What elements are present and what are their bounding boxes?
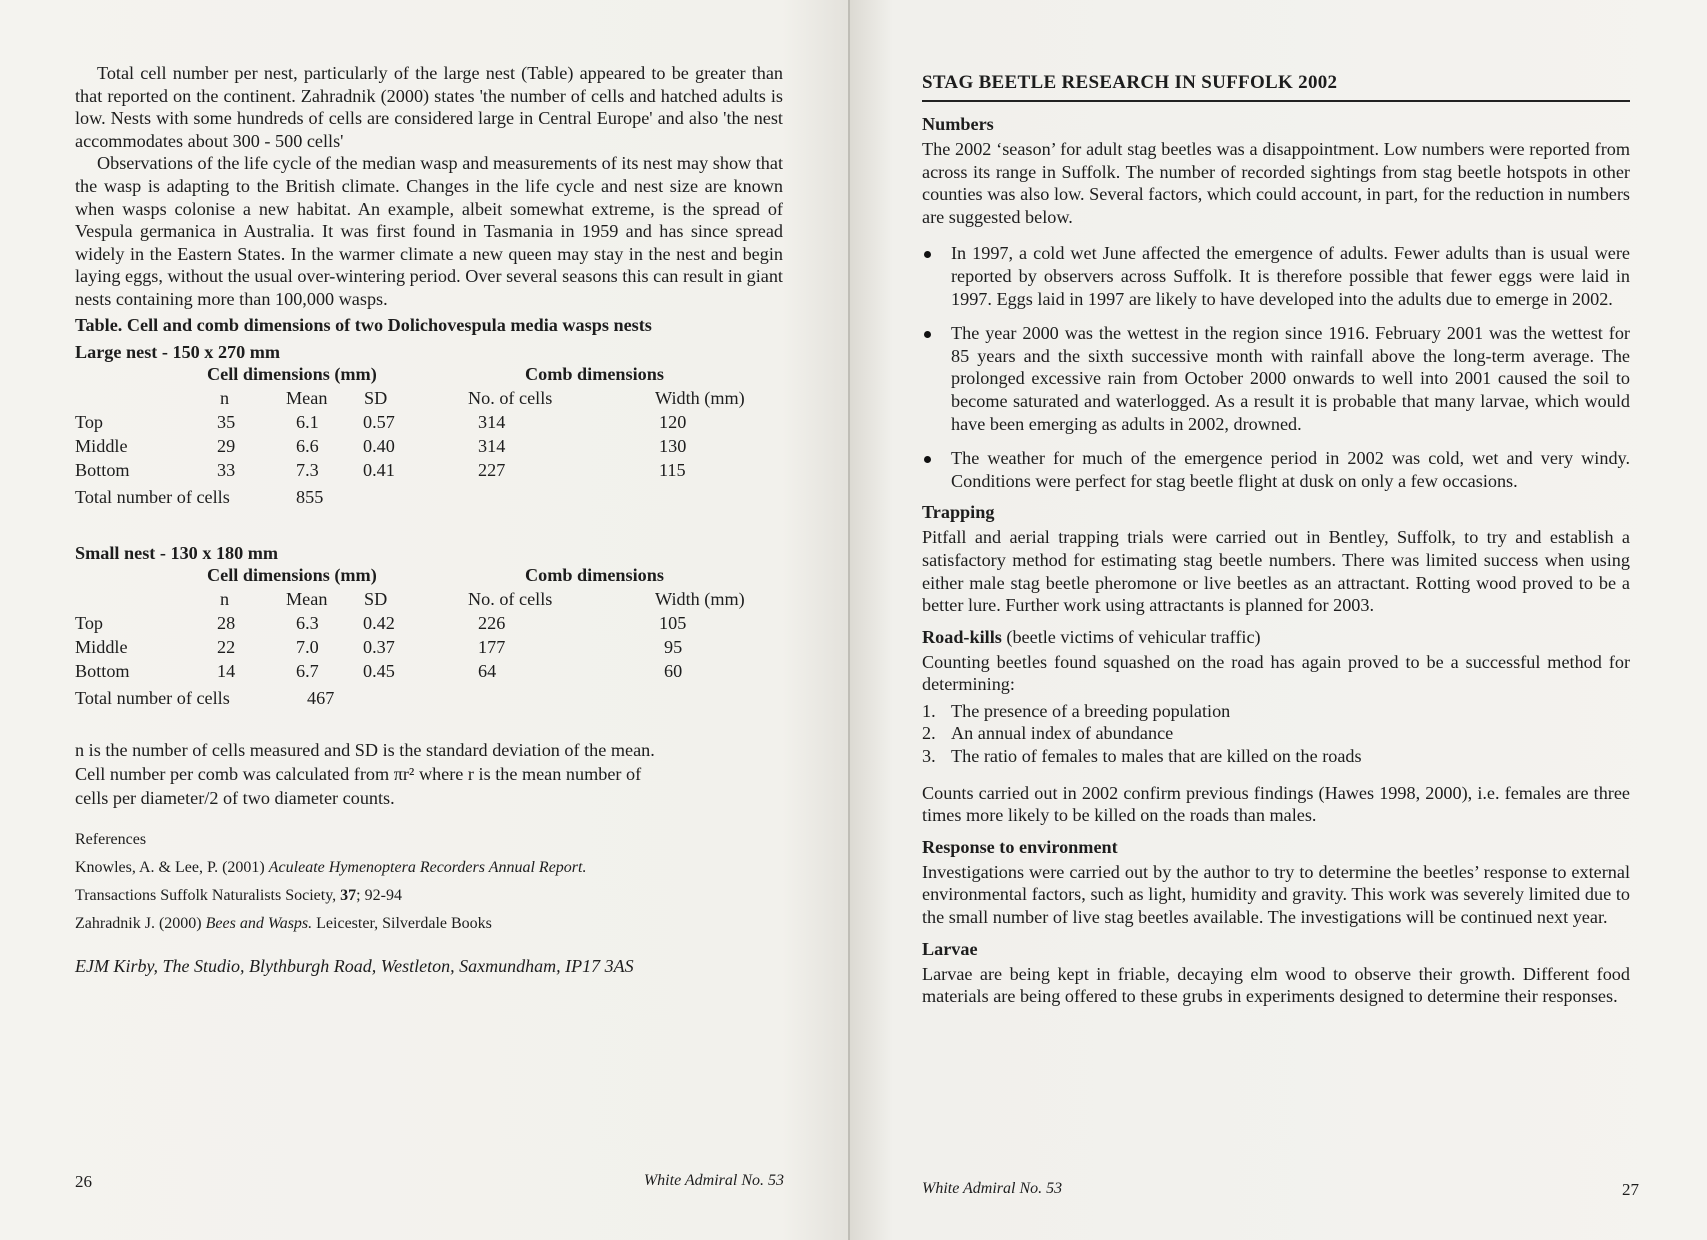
table-caption: Table. Cell and comb dimensions of two Dolichovespula media wasps nests <box>75 314 652 335</box>
col-no-of-cells: No. of cells <box>468 588 553 609</box>
reference-volume: 37 <box>340 886 357 904</box>
list-item <box>922 322 1630 435</box>
reference-title: Aculeate Hymenoptera Recorders Annual Report. <box>268 858 587 876</box>
value-cells: 64 <box>478 660 497 681</box>
roadkills-title: Road-kills <box>922 626 1002 647</box>
value-sd: 0.37 <box>363 636 395 657</box>
reference-title: Bees and Wasps. <box>205 914 313 932</box>
counts-text: Counts carried out in 2002 confirm previous findings (Hawes 1998, 2000), i.e. females are three times more likely to be killed on the roads than males. <box>922 782 1630 826</box>
value-sd: 0.42 <box>363 612 395 633</box>
list-item <box>922 722 1630 745</box>
references <box>75 826 783 938</box>
col-width: Width (mm) <box>655 588 745 609</box>
value-sd: 0.45 <box>363 660 395 681</box>
table-note <box>75 738 783 810</box>
reference-item <box>75 854 783 882</box>
article-title: STAG BEETLE RESEARCH IN SUFFOLK 2002 <box>922 72 1630 102</box>
value-width: 130 <box>659 435 687 456</box>
col-sd: SD <box>364 387 388 408</box>
methods-list <box>922 700 1630 768</box>
reference-item <box>75 882 783 910</box>
value-width: 115 <box>659 459 686 480</box>
col-n: n <box>220 387 230 408</box>
value-sd: 0.40 <box>363 435 395 456</box>
value-mean: 7.0 <box>296 636 319 657</box>
comb-dimensions-header: Comb dimensions <box>525 363 664 384</box>
roadkills-text: Counting beetles found squashed on the road has again proved to be a successful method for determining: <box>922 651 1630 695</box>
large-nest-title: Large nest - 150 x 270 mm <box>75 341 281 362</box>
left-column <box>75 62 783 977</box>
bullet-icon <box>924 251 931 258</box>
value-width: 95 <box>664 636 683 657</box>
value-mean: 6.6 <box>296 435 319 456</box>
table-column-header <box>75 388 783 412</box>
author-address: EJM Kirby, The Studio, Blythburgh Road, Westleton, Saxmundham, IP17 3AS <box>75 955 634 976</box>
row-label: Middle <box>75 435 128 456</box>
references-heading: References <box>75 830 147 848</box>
larvae-text: Larvae are being kept in friable, decaying elm wood to observe their growth. Different food materials are being offered to these grubs in experiments designed to determine their responses. <box>922 963 1630 1007</box>
total-label: Total number of cells <box>75 486 230 507</box>
list-item-text: An annual index of abundance <box>951 723 1174 744</box>
total-value: 855 <box>296 486 324 507</box>
right-column <box>922 72 1630 1008</box>
table-row <box>75 436 783 460</box>
value-n: 14 <box>217 660 236 681</box>
table-row <box>75 613 783 637</box>
small-nest-title: Small nest - 130 x 180 mm <box>75 542 279 563</box>
numbers-text: The 2002 ‘season’ for adult stag beetles was a disappointment. Low numbers were reported from across its range in Suffolk. The number of recorded sightings from stag beetle hotspots in other counties was also low. Several factors, which could account, in part, for the reduction in numbers are suggested below. <box>922 139 1630 227</box>
response-text: Investigations were carried out by the author to try to determine the beetles’ response to external environmental factors, such as light, humidity and gravity. This work was severely limited due to the small number of live stag beetles available. The investigations will be continued next year. <box>922 861 1630 928</box>
value-mean: 6.1 <box>296 411 319 432</box>
reference-publisher: Leicester, Silverdale Books <box>312 914 492 932</box>
small-nest-table <box>75 565 783 712</box>
list-item-text: The weather for much of the emergence period in 2002 was cold, wet and very windy. Conditions were perfect for stag beetle flight at dusk on only a few occasions. <box>951 448 1630 491</box>
col-n: n <box>220 588 230 609</box>
col-sd: SD <box>364 588 388 609</box>
row-label: Bottom <box>75 660 130 681</box>
list-item-text: The presence of a breeding population <box>951 700 1231 721</box>
left-page <box>0 0 850 1240</box>
factors-list <box>922 242 1630 492</box>
comb-dimensions-header: Comb dimensions <box>525 564 664 585</box>
value-n: 29 <box>217 435 236 456</box>
journal-footer: White Admiral No. 53 <box>643 1172 784 1189</box>
list-item-text: In 1997, a cold wet June affected the emergence of adults. Fewer adults than is usual were reported by observers across Suffolk. It is therefore possible that fewer eggs were laid in 1997. Eggs laid in 1997 are likely to have developed into the adults due to emerge in 2002. <box>951 243 1630 309</box>
response-heading: Response to environment <box>922 836 1118 857</box>
table-group-header <box>75 565 783 589</box>
table-column-header <box>75 589 783 613</box>
value-cells: 314 <box>478 435 506 456</box>
list-item <box>922 447 1630 492</box>
large-nest-table <box>75 364 783 511</box>
list-number: 3. <box>922 746 936 767</box>
page-number: 26 <box>75 1172 92 1191</box>
note-line: n is the number of cells measured and SD is the standard deviation of the mean. <box>75 739 655 760</box>
value-mean: 6.3 <box>296 612 319 633</box>
col-no-of-cells: No. of cells <box>468 387 553 408</box>
table-total-row <box>75 688 783 712</box>
roadkills-heading <box>922 625 1630 649</box>
table-row <box>75 661 783 685</box>
note-formula: πr² <box>393 763 415 784</box>
journal-footer: White Admiral No. 53 <box>922 1180 1063 1197</box>
col-mean: Mean <box>286 387 328 408</box>
col-mean: Mean <box>286 588 328 609</box>
list-number: 1. <box>922 700 936 721</box>
value-n: 28 <box>217 612 236 633</box>
reference-pages: ; 92-94 <box>356 886 402 904</box>
list-number: 2. <box>922 723 936 744</box>
value-mean: 7.3 <box>296 459 319 480</box>
row-label: Top <box>75 411 104 432</box>
list-item <box>922 745 1630 768</box>
paragraph-1: Total cell number per nest, particularly of the large nest (Table) appeared to be greater than that reported on the continent. Zahradnik (2000) states 'the number of cells and hatched adults is low. Nests with some hundreds of cells are considered large in Central Europe' and also 'the nest accommodates about 300 - 500 cells' <box>75 63 783 151</box>
paragraph-2: Observations of the life cycle of the median wasp and measurements of its nest may show that the wasp is adapting to the British climate. Changes in the life cycle and nest size are known when wasps colonise a new habitat. An example, albeit somewhat extreme, is the spread of Vespula germanica in Australia. It was first found in Tasmania in 1959 and has since spread widely in the Eastern States. In the warmer climate a new queen may stay in the nest and begin laying eggs, without the usual over-wintering period. Over several seasons this can result in giant nests containing more than 100,000 wasps. <box>75 153 783 309</box>
table-row <box>75 412 783 436</box>
reference-authors: Zahradnik J. (2000) <box>75 914 206 932</box>
bullet-icon <box>924 331 931 338</box>
col-width: Width (mm) <box>655 387 745 408</box>
table-row <box>75 637 783 661</box>
reference-item <box>75 910 783 938</box>
value-width: 105 <box>659 612 687 633</box>
list-item-text: The ratio of females to males that are killed on the roads <box>951 746 1362 767</box>
list-item <box>922 700 1630 723</box>
value-n: 33 <box>217 459 236 480</box>
note-text: Cell number per comb was calculated from <box>75 763 394 784</box>
bullet-icon <box>924 456 931 463</box>
cell-dimensions-header: Cell dimensions (mm) <box>207 564 377 585</box>
table-row <box>75 460 783 484</box>
value-sd: 0.57 <box>363 411 395 432</box>
note-line <box>75 762 783 786</box>
note-text: where r is the mean number of <box>414 763 642 784</box>
total-label: Total number of cells <box>75 687 230 708</box>
list-item <box>922 242 1630 310</box>
value-cells: 177 <box>478 636 506 657</box>
cell-dimensions-header: Cell dimensions (mm) <box>207 363 377 384</box>
page-number: 27 <box>1622 1180 1639 1199</box>
list-item-text: The year 2000 was the wettest in the region since 1916. February 2001 was the wettest for 85 years and the sixth successive month with rainfall above the long-term average. The prolonged excessive rain from October 2000 onwards to well into 2001 caused the soil to become saturated and waterlogged. As a result it is probable that many larvae, which would have been emerging as adults in 2002, drowned. <box>951 323 1630 434</box>
note-line: cells per diameter/2 of two diameter counts. <box>75 787 395 808</box>
value-width: 60 <box>664 660 683 681</box>
value-mean: 6.7 <box>296 660 319 681</box>
reference-source: Transactions Suffolk Naturalists Society, <box>75 886 341 904</box>
value-cells: 314 <box>478 411 506 432</box>
table-total-row <box>75 487 783 511</box>
value-n: 22 <box>217 636 236 657</box>
value-n: 35 <box>217 411 236 432</box>
roadkills-subtitle: (beetle victims of vehicular traffic) <box>1001 626 1261 647</box>
row-label: Middle <box>75 636 128 657</box>
trapping-heading: Trapping <box>922 502 995 523</box>
value-cells: 226 <box>478 612 506 633</box>
row-label: Top <box>75 612 104 633</box>
trapping-text: Pitfall and aerial trapping trials were carried out in Bentley, Suffolk, to try and establish a satisfactory method for estimating stag beetle numbers. There was limited success when using either male stag beetle pheromone or live beetles as an attractant. Rotting wood proved to be a better lure. Further work using attractants is planned for 2003. <box>922 527 1630 616</box>
table-group-header <box>75 364 783 388</box>
row-label: Bottom <box>75 459 130 480</box>
numbers-heading: Numbers <box>922 114 994 134</box>
total-value: 467 <box>307 687 335 708</box>
value-sd: 0.41 <box>363 459 395 480</box>
reference-authors: Knowles, A. & Lee, P. (2001) <box>75 858 269 876</box>
larvae-heading: Larvae <box>922 938 978 959</box>
value-width: 120 <box>659 411 687 432</box>
value-cells: 227 <box>478 459 506 480</box>
